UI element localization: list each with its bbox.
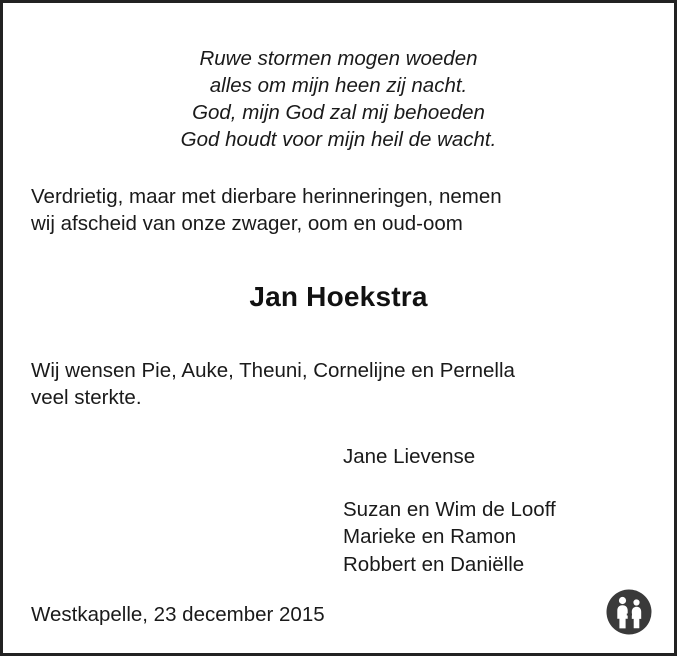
- intro-line: Verdrietig, maar met dierbare herinneringen, nemen: [31, 185, 502, 209]
- poem-verse: [31, 45, 646, 153]
- signer-line: Suzan en Wim de Looff: [343, 498, 556, 522]
- place-and-date: Westkapelle, 23 december 2015: [31, 603, 325, 626]
- poem-line: Ruwe stormen mogen woeden: [199, 47, 478, 70]
- mourning-figures-icon: [606, 589, 652, 635]
- condolence-line: veel sterkte.: [31, 386, 142, 410]
- poem-line: alles om mijn heen zij nacht.: [209, 74, 468, 98]
- condolence-text: [31, 357, 646, 411]
- signer-line: Marieke en Ramon: [343, 525, 517, 549]
- signer-group: [343, 496, 646, 577]
- signer-group: [343, 443, 646, 470]
- intro-text: [31, 183, 646, 237]
- signatories: [31, 443, 646, 577]
- condolence-line: Wij wensen Pie, Auke, Theuni, Cornelijne en Pernella: [31, 359, 515, 383]
- poem-line: God, mijn God zal mij behoeden: [192, 101, 485, 125]
- deceased-name: Jan Hoekstra: [249, 281, 428, 313]
- intro-line: wij afscheid van onze zwager, oom en oud-oom: [31, 212, 463, 236]
- signer-line: Robbert en Daniëlle: [343, 552, 525, 576]
- signer-line: Jane Lievense: [343, 445, 476, 469]
- poem-line: God houdt voor mijn heil de wacht.: [180, 128, 497, 152]
